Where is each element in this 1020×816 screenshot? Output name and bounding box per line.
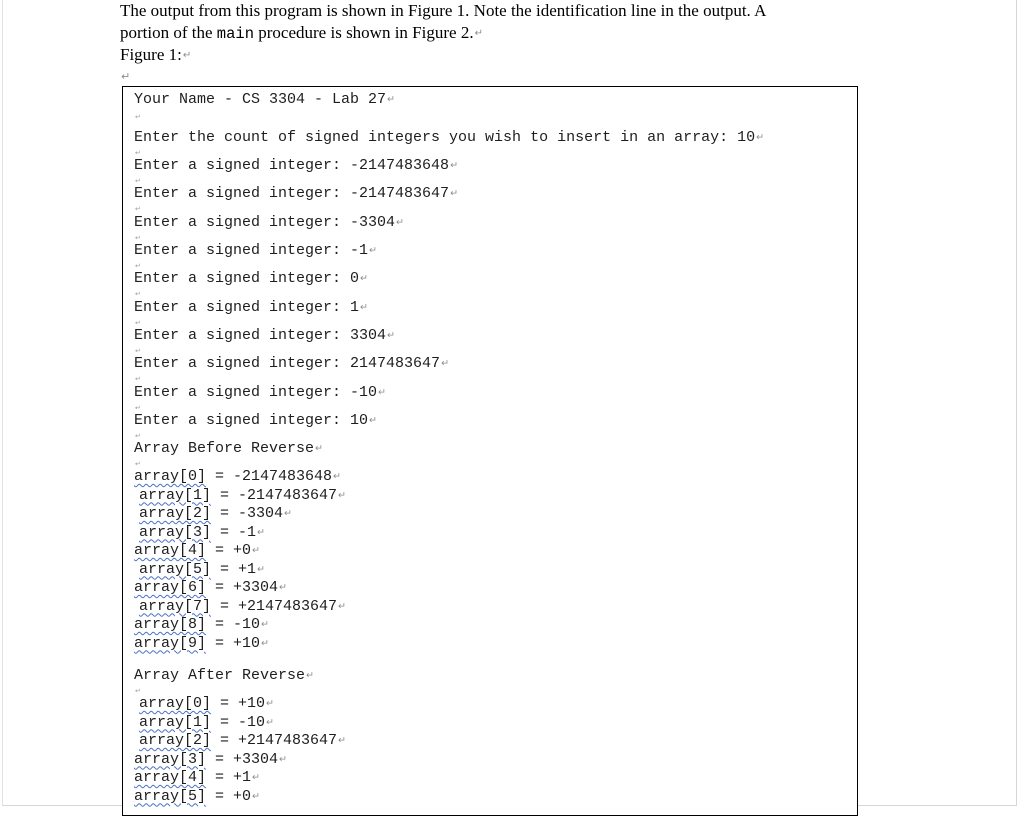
- empty-line-mark-icon: ↵: [135, 347, 141, 355]
- input-line: [134, 214, 404, 232]
- paragraph-mark-icon: ↵: [360, 302, 369, 313]
- input-line: [134, 270, 368, 288]
- input-line-text: Enter a signed integer: -1: [134, 242, 369, 259]
- input-line: [134, 327, 395, 345]
- after-array-row: [139, 714, 274, 732]
- array-value: = -1: [211, 523, 257, 541]
- after-reverse-title: [134, 667, 314, 685]
- paragraph-mark-icon: ↵: [306, 670, 314, 681]
- before-array-row: [134, 468, 341, 486]
- empty-paragraph: [120, 66, 130, 88]
- paragraph-mark-icon: ↵: [279, 753, 287, 765]
- after-array-row: [139, 695, 274, 713]
- document-page: [2, 0, 1017, 806]
- array-value: = -2147483648: [206, 468, 333, 485]
- empty-line-mark-icon: ↵: [135, 113, 141, 121]
- paragraph-mark-icon: ↵: [450, 188, 459, 199]
- array-index-label: array[4]: [134, 542, 207, 559]
- empty-line-mark-icon: ↵: [135, 177, 141, 185]
- paragraph-mark-icon: ↵: [369, 245, 378, 256]
- figure-label-text: Figure 1:: [120, 45, 182, 64]
- input-line-text: Enter a signed integer: -2147483647: [134, 185, 450, 202]
- paragraph-mark-icon: ↵: [252, 790, 260, 802]
- paragraph-mark-icon: ↵: [252, 772, 260, 783]
- array-value: = +2147483647: [211, 597, 338, 615]
- paragraph-mark-icon: ↵: [387, 330, 396, 341]
- array-value: = +0: [206, 542, 252, 559]
- before-array-row: [139, 524, 265, 542]
- input-line: [134, 355, 449, 373]
- array-value: = +2147483647: [211, 732, 338, 749]
- paragraph-mark-icon: ↵: [121, 70, 131, 83]
- empty-line-mark-icon: ↵: [135, 205, 141, 213]
- array-index-label: array[2]: [139, 732, 212, 749]
- array-index-label: array[2]: [139, 505, 212, 522]
- paragraph-mark-icon: ↵: [338, 600, 347, 612]
- input-line: [134, 157, 458, 175]
- array-index-label: array[0]: [134, 468, 207, 485]
- paragraph-mark-icon: ↵: [266, 716, 274, 728]
- intro-text-1: The output from this program is shown in Figure 1. Note the identification line in the output. A: [120, 1, 767, 20]
- intro-text-2a: portion of the: [120, 23, 217, 42]
- empty-line-mark-icon: ↵: [135, 404, 141, 412]
- array-index-label: array[0]: [139, 695, 212, 712]
- paragraph-mark-icon: ↵: [182, 50, 192, 61]
- array-value: = +3304: [206, 750, 279, 768]
- array-value: = -10: [206, 616, 261, 633]
- paragraph-mark-icon: ↵: [369, 415, 378, 426]
- paragraph-mark-icon: ↵: [387, 94, 396, 105]
- input-line-text: Enter a signed integer: 10: [134, 412, 369, 429]
- array-index-label: array[3]: [134, 750, 207, 768]
- inline-code-main: main: [216, 25, 255, 43]
- paragraph-mark-icon: ↵: [284, 508, 292, 519]
- paragraph-mark-icon: ↵: [261, 619, 269, 630]
- input-line-text: Enter a signed integer: -3304: [134, 214, 396, 231]
- array-index-label: array[9]: [134, 634, 207, 652]
- count-prompt-line-text: Enter the count of signed integers you wish to insert in an array: 10: [134, 129, 756, 146]
- before-array-row: [134, 579, 287, 597]
- array-value: = +10: [211, 695, 266, 712]
- output-header-line-text: Your Name - CS 3304 - Lab 27: [134, 91, 387, 108]
- after-array-row: [134, 751, 287, 769]
- paragraph-mark-icon: ↵: [396, 217, 405, 228]
- paragraph-mark-icon: ↵: [266, 698, 274, 709]
- input-line: [134, 384, 386, 402]
- array-value: = +1: [206, 769, 252, 786]
- input-line: [134, 185, 458, 203]
- array-value: = -10: [211, 713, 266, 731]
- before-reverse-title: [134, 440, 323, 458]
- output-header-line: [134, 91, 395, 109]
- intro-line-2: [120, 22, 483, 45]
- empty-line-mark-icon: ↵: [135, 149, 141, 157]
- empty-line-mark-icon: ↵: [135, 460, 141, 468]
- input-line: [134, 242, 377, 260]
- input-line-text: Enter a signed integer: 0: [134, 270, 360, 287]
- before-reverse-title-text: Array Before Reverse: [134, 440, 315, 457]
- empty-line-mark-icon: ↵: [135, 234, 141, 242]
- array-index-label: array[1]: [139, 713, 212, 731]
- empty-line-mark-icon: ↵: [135, 290, 141, 298]
- array-index-label: array[3]: [139, 523, 212, 541]
- array-value: = -3304: [211, 505, 284, 522]
- input-line: [134, 299, 368, 317]
- array-index-label: array[6]: [134, 579, 207, 596]
- paragraph-mark-icon: ↵: [279, 582, 287, 593]
- array-index-label: array[8]: [134, 616, 207, 633]
- array-index-label: array[1]: [139, 486, 212, 504]
- before-array-row: [134, 635, 269, 653]
- intro-text-2b: procedure is shown in Figure 2.: [254, 23, 474, 42]
- paragraph-mark-icon: ↵: [450, 160, 459, 171]
- before-array-row: [134, 616, 269, 634]
- paragraph-mark-icon: ↵: [261, 637, 269, 649]
- after-array-row: [139, 732, 346, 750]
- empty-line-mark-icon: ↵: [135, 262, 141, 270]
- figure-label: [120, 44, 191, 67]
- empty-line-mark-icon: ↵: [135, 432, 141, 440]
- before-array-row: [139, 487, 346, 505]
- paragraph-mark-icon: ↵: [756, 132, 765, 143]
- array-value: = +3304: [206, 579, 279, 596]
- array-value: = +0: [206, 787, 252, 805]
- after-array-row: [134, 769, 260, 787]
- array-index-label: array[4]: [134, 769, 207, 786]
- before-array-row: [139, 598, 346, 616]
- array-value: = -2147483647: [211, 486, 338, 504]
- after-array-row: [134, 788, 260, 806]
- input-line-text: Enter a signed integer: -10: [134, 384, 378, 401]
- array-index-label: array[7]: [139, 597, 212, 615]
- input-line-text: Enter a signed integer: 2147483647: [134, 355, 441, 372]
- paragraph-mark-icon: ↵: [338, 735, 347, 746]
- input-line-text: Enter a signed integer: -2147483648: [134, 157, 450, 174]
- before-array-row: [139, 561, 265, 579]
- input-line-text: Enter a signed integer: 3304: [134, 327, 387, 344]
- paragraph-mark-icon: ↵: [474, 28, 483, 39]
- intro-line-1: [120, 0, 766, 22]
- input-line-text: Enter a signed integer: 1: [134, 299, 360, 316]
- empty-line-mark-icon: ↵: [135, 319, 141, 327]
- array-value: = +10: [206, 634, 261, 652]
- paragraph-mark-icon: ↵: [338, 489, 347, 501]
- paragraph-mark-icon: ↵: [378, 387, 387, 398]
- array-index-label: array[5]: [139, 560, 212, 578]
- after-reverse-title-text: Array After Reverse: [134, 667, 306, 684]
- program-output-box: [122, 86, 858, 816]
- empty-line-mark-icon: ↵: [135, 375, 141, 383]
- paragraph-mark-icon: ↵: [315, 443, 323, 454]
- paragraph-mark-icon: ↵: [252, 545, 260, 556]
- array-index-label: array[5]: [134, 787, 207, 805]
- before-array-row: [134, 542, 260, 560]
- paragraph-mark-icon: ↵: [333, 471, 342, 482]
- empty-line-mark-icon: ↵: [135, 687, 141, 695]
- array-value: = +1: [211, 560, 257, 578]
- input-line: [134, 412, 377, 430]
- before-array-row: [139, 505, 292, 523]
- paragraph-mark-icon: ↵: [257, 526, 265, 538]
- paragraph-mark-icon: ↵: [360, 273, 369, 284]
- count-prompt-line: [134, 129, 764, 147]
- paragraph-mark-icon: ↵: [257, 563, 265, 575]
- paragraph-mark-icon: ↵: [441, 358, 450, 369]
